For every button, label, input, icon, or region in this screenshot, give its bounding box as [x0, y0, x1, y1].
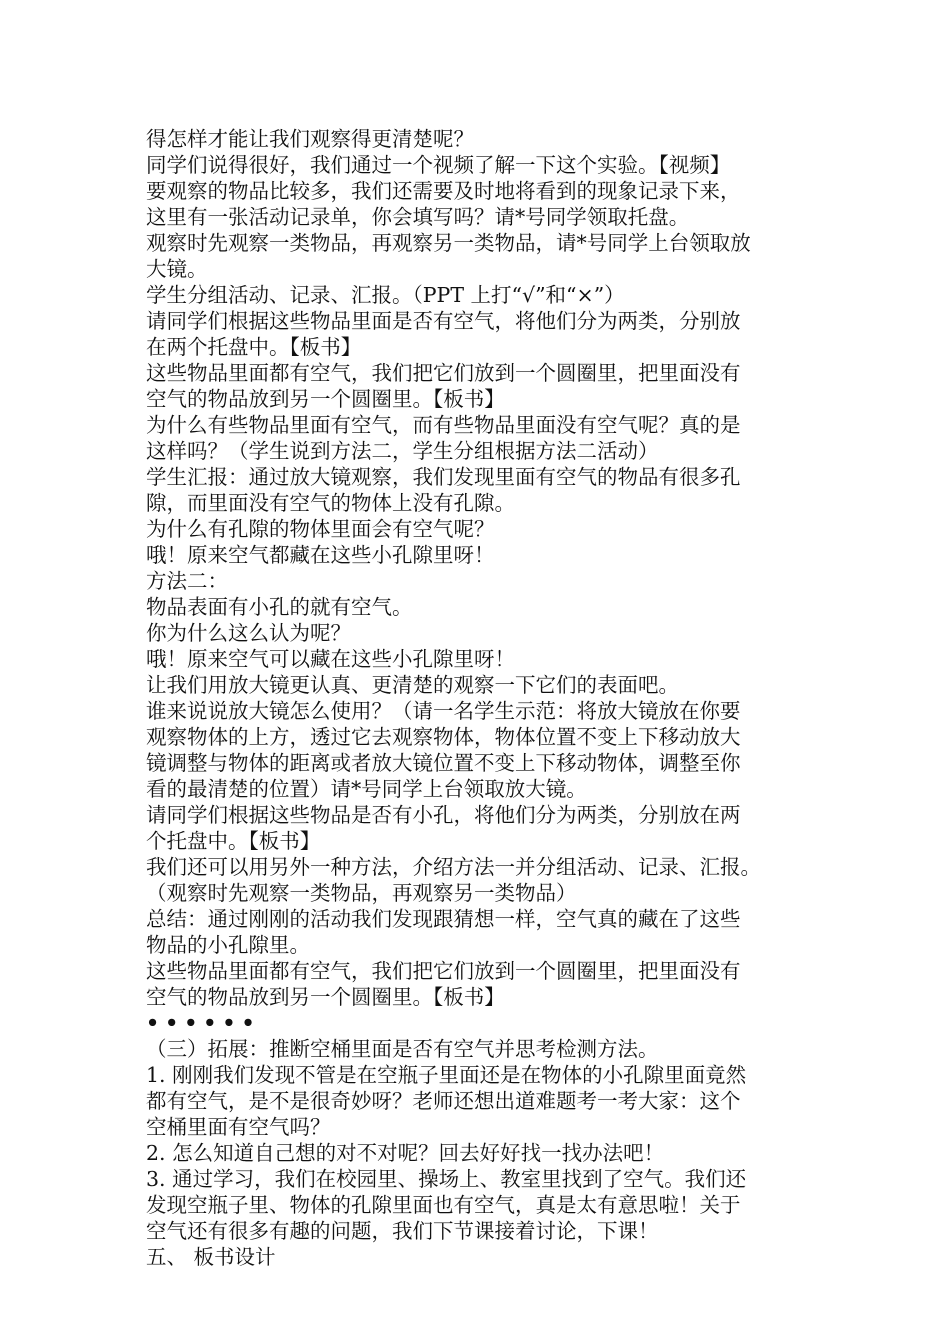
section-heading: 五、 板书设计 — [146, 1245, 276, 1269]
section-heading: （三）拓展：推断空桶里面是否有空气并思考检测方法。 — [146, 1037, 659, 1061]
text-line: 空气还有很多有趣的问题，我们下节课接着讨论，下课！ — [146, 1219, 659, 1243]
text-line: 要观察的物品比较多，我们还需要及时地将看到的现象记录下来， — [146, 179, 741, 203]
text-line: 请同学们根据这些物品是否有小孔，将他们分为两类，分别放在两 — [146, 803, 741, 827]
text-line: 个托盘中。【板书】 — [146, 829, 321, 853]
text-line: 这样吗？（学生说到方法二，学生分组根据方法二活动） — [146, 439, 659, 463]
text-line: 这里有一张活动记录单，你会填写吗？请*号同学领取托盘。 — [146, 205, 690, 229]
text-line: 这些物品里面都有空气，我们把它们放到一个圆圈里，把里面没有 — [146, 361, 741, 385]
text-line: 空桶里面有空气吗？ — [146, 1115, 331, 1139]
text-line: 看的最清楚的位置）请*号同学上台领取放大镜。 — [146, 777, 587, 801]
ellipsis-dots: •••••• — [146, 1011, 261, 1035]
text-line: 发现空瓶子里、物体的孔隙里面也有空气，真是太有意思啦！关于 — [146, 1193, 741, 1217]
text-line: 隙，而里面没有空气的物体上没有孔隙。 — [146, 491, 515, 515]
text-line: 为什么有些物品里面有空气，而有些物品里面没有空气呢？真的是 — [146, 413, 741, 437]
text-line: 学生分组活动、记录、汇报。（PPT 上打“√”和“×”） — [146, 283, 625, 307]
text-line: 你为什么这么认为呢？ — [146, 621, 351, 645]
text-line: 请同学们根据这些物品里面是否有空气，将他们分为两类，分别放 — [146, 309, 741, 333]
text-line: 3. 通过学习，我们在校园里、操场上、教室里找到了空气。我们还 — [146, 1167, 747, 1191]
text-line: 物品的小孔隙里。 — [146, 933, 310, 957]
text-line: 观察物体的上方，透过它去观察物体，物体位置不变上下移动放大 — [146, 725, 741, 749]
text-line: 哦！原来空气可以藏在这些小孔隙里呀！ — [146, 647, 515, 671]
text-line: 在两个托盘中。【板书】 — [146, 335, 362, 359]
text-line: 这些物品里面都有空气，我们把它们放到一个圆圈里，把里面没有 — [146, 959, 741, 983]
text-line: 2. 怎么知道自己想的对不对呢？回去好好找一找办法吧！ — [146, 1141, 665, 1165]
text-line: 空气的物品放到另一个圆圈里。【板书】 — [146, 985, 505, 1009]
text-line: 谁来说说放大镜怎么使用？（请一名学生示范：将放大镜放在你要 — [146, 699, 741, 723]
section-heading: 方法二： — [146, 569, 228, 593]
text-line: 物品表面有小孔的就有空气。 — [146, 595, 413, 619]
text-line: 都有空气，是不是很奇妙呀？老师还想出道难题考一考大家：这个 — [146, 1089, 741, 1113]
text-line: 学生汇报：通过放大镜观察，我们发现里面有空气的物品有很多孔 — [146, 465, 741, 489]
text-line: 空气的物品放到另一个圆圈里。【板书】 — [146, 387, 505, 411]
text-line: 为什么有孔隙的物体里面会有空气呢？ — [146, 517, 495, 541]
text-line: （观察时先观察一类物品，再观察另一类物品） — [146, 881, 577, 905]
text-line: 大镜。 — [146, 257, 208, 281]
text-line: 让我们用放大镜更认真、更清楚的观察一下它们的表面吧。 — [146, 673, 679, 697]
text-line: 同学们说得很好，我们通过一个视频了解一下这个实验。【视频】 — [146, 153, 731, 177]
text-line: 总结：通过刚刚的活动我们发现跟猜想一样，空气真的藏在了这些 — [146, 907, 741, 931]
text-line: 我们还可以用另外一种方法，介绍方法一并分组活动、记录、汇报。 — [146, 855, 761, 879]
document-body — [146, 126, 826, 1270]
text-line: 观察时先观察一类物品，再观察另一类物品，请*号同学上台领取放 — [146, 231, 751, 255]
text-line: 镜调整与物体的距离或者放大镜位置不变上下移动物体，调整至你 — [146, 751, 741, 775]
text-line: 得怎样才能让我们观察得更清楚呢？ — [146, 127, 474, 151]
text-line: 1. 刚刚我们发现不管是在空瓶子里面还是在物体的小孔隙里面竟然 — [146, 1063, 747, 1087]
text-line: 哦！原来空气都藏在这些小孔隙里呀！ — [146, 543, 495, 567]
